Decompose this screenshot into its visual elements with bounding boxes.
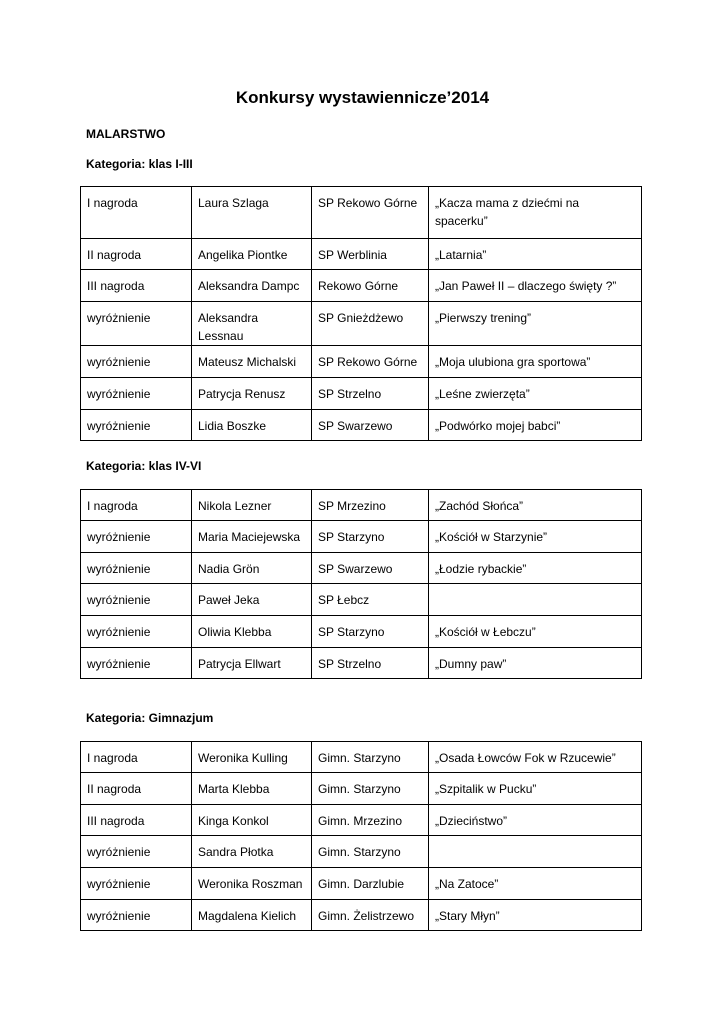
award-cell: wyróżnienie — [81, 553, 192, 584]
award-cell: wyróżnienie — [81, 410, 192, 441]
work-title-cell: „Latarnia” — [429, 239, 642, 270]
award-cell: I nagroda — [81, 490, 192, 521]
table-row — [81, 742, 642, 773]
award-cell: wyróżnienie — [81, 302, 192, 346]
table-row — [81, 410, 642, 441]
name-cell: Aleksandra Lessnau — [192, 302, 312, 346]
work-title-cell: „Łodzie rybackie” — [429, 553, 642, 584]
table-row — [81, 187, 642, 239]
table-row — [81, 270, 642, 302]
work-title-cell: „Moja ulubiona gra sportowa” — [429, 346, 642, 378]
school-cell: Rekowo Górne — [312, 270, 429, 302]
name-cell: Marta Klebba — [192, 773, 312, 805]
award-cell: III nagroda — [81, 805, 192, 836]
award-cell: wyróżnienie — [81, 346, 192, 378]
category-title: Kategoria: klas IV-VI — [86, 459, 202, 473]
work-title-cell: „Kacza mama z dziećmi na spacerku” — [429, 187, 642, 239]
award-cell: wyróżnienie — [81, 836, 192, 868]
table-row — [81, 584, 642, 616]
table-row — [81, 521, 642, 553]
name-cell: Nikola Lezner — [192, 490, 312, 521]
table-row — [81, 900, 642, 931]
name-cell: Patrycja Renusz — [192, 378, 312, 410]
table-row — [81, 346, 642, 378]
table-row — [81, 773, 642, 805]
school-cell: Gimn. Mrzezino — [312, 805, 429, 836]
table-row — [81, 616, 642, 648]
table-row — [81, 648, 642, 679]
page-title: Konkursy wystawiennicze’2014 — [235, 88, 490, 107]
work-title-cell: „Jan Paweł II – dlaczego święty ?” — [429, 270, 642, 302]
name-cell: Mateusz Michalski — [192, 346, 312, 378]
work-title-cell: „Stary Młyn” — [429, 900, 642, 931]
name-cell: Maria Maciejewska — [192, 521, 312, 553]
work-title-cell: „Dzieciństwo” — [429, 805, 642, 836]
table-row — [81, 836, 642, 868]
award-cell: wyróżnienie — [81, 378, 192, 410]
school-cell: SP Strzelno — [312, 648, 429, 679]
award-cell: III nagroda — [81, 270, 192, 302]
name-cell: Sandra Płotka — [192, 836, 312, 868]
school-cell: SP Starzyno — [312, 616, 429, 648]
school-cell: Gimn. Żelistrzewo — [312, 900, 429, 931]
name-cell: Kinga Konkol — [192, 805, 312, 836]
category-title: Kategoria: klas I-III — [86, 157, 193, 171]
school-cell: SP Swarzewo — [312, 410, 429, 441]
award-cell: I nagroda — [81, 742, 192, 773]
table-row — [81, 378, 642, 410]
name-cell: Lidia Boszke — [192, 410, 312, 441]
award-cell: wyróżnienie — [81, 648, 192, 679]
name-cell: Magdalena Kielich — [192, 900, 312, 931]
work-title-cell: „Podwórko mojej babci” — [429, 410, 642, 441]
school-cell: Gimn. Starzyno — [312, 773, 429, 805]
results-table — [80, 489, 642, 679]
award-cell: II nagroda — [81, 239, 192, 270]
table-row — [81, 868, 642, 900]
school-cell: SP Łebcz — [312, 584, 429, 616]
name-cell: Patrycja Ellwart — [192, 648, 312, 679]
school-cell: SP Mrzezino — [312, 490, 429, 521]
school-cell: SP Rekowo Górne — [312, 346, 429, 378]
work-title-cell — [429, 836, 642, 868]
award-cell: wyróżnienie — [81, 900, 192, 931]
name-cell: Oliwia Klebba — [192, 616, 312, 648]
school-cell: Gimn. Darzlubie — [312, 868, 429, 900]
work-title-cell: „Osada Łowców Fok w Rzucewie” — [429, 742, 642, 773]
table-row — [81, 302, 642, 346]
section-title: MALARSTWO — [86, 127, 166, 141]
award-cell: II nagroda — [81, 773, 192, 805]
name-cell: Weronika Kulling — [192, 742, 312, 773]
table-row — [81, 490, 642, 521]
work-title-cell: „Szpitalik w Pucku” — [429, 773, 642, 805]
work-title-cell: „Dumny paw” — [429, 648, 642, 679]
award-cell: wyróżnienie — [81, 584, 192, 616]
work-title-cell: „Pierwszy trening” — [429, 302, 642, 346]
award-cell: wyróżnienie — [81, 616, 192, 648]
name-cell: Nadia Grön — [192, 553, 312, 584]
school-cell: Gimn. Starzyno — [312, 742, 429, 773]
award-cell: wyróżnienie — [81, 868, 192, 900]
name-cell: Laura Szlaga — [192, 187, 312, 239]
work-title-cell: „Leśne zwierzęta” — [429, 378, 642, 410]
work-title-cell: „Na Zatoce” — [429, 868, 642, 900]
table-row — [81, 805, 642, 836]
school-cell: SP Strzelno — [312, 378, 429, 410]
table-row — [81, 239, 642, 270]
work-title-cell: „Zachód Słońca” — [429, 490, 642, 521]
table-row — [81, 553, 642, 584]
school-cell: SP Swarzewo — [312, 553, 429, 584]
school-cell: SP Gnieżdżewo — [312, 302, 429, 346]
category-title: Kategoria: Gimnazjum — [86, 711, 214, 725]
name-cell: Aleksandra Dampc — [192, 270, 312, 302]
name-cell: Angelika Piontke — [192, 239, 312, 270]
award-cell: wyróżnienie — [81, 521, 192, 553]
name-cell: Paweł Jeka — [192, 584, 312, 616]
work-title-cell: „Kościół w Łebczu” — [429, 616, 642, 648]
school-cell: Gimn. Starzyno — [312, 836, 429, 868]
work-title-cell: „Kościół w Starzynie” — [429, 521, 642, 553]
school-cell: SP Rekowo Górne — [312, 187, 429, 239]
school-cell: SP Werblinia — [312, 239, 429, 270]
results-table — [80, 741, 642, 931]
name-cell: Weronika Roszman — [192, 868, 312, 900]
school-cell: SP Starzyno — [312, 521, 429, 553]
award-cell: I nagroda — [81, 187, 192, 239]
work-title-cell — [429, 584, 642, 616]
results-table — [80, 186, 642, 441]
